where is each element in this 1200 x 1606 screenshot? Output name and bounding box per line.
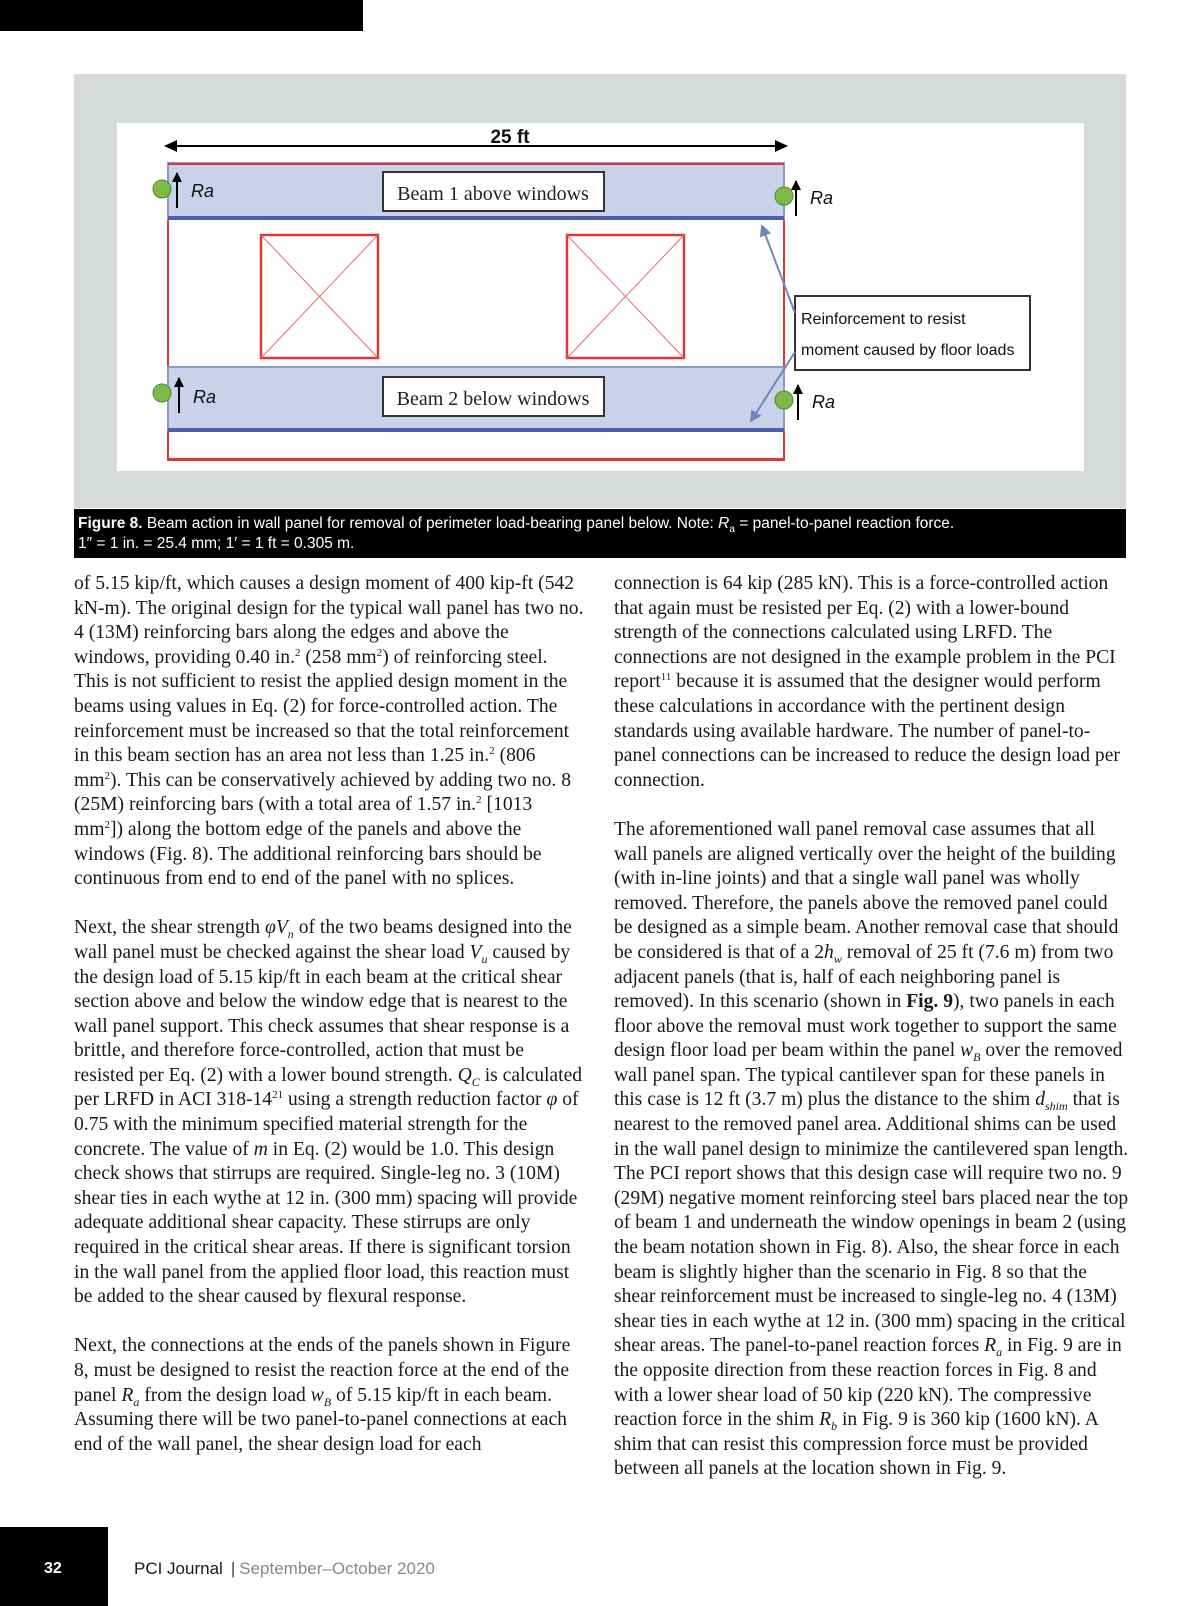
paragraph: Next, the shear strength $\varphi V_n$ of the two beams designed into the wall panel must be checked against the shear load $V_u$ caused by the design load of 5.15 kip/ft in each beam at the critical shear section above and below the window edge that is nearest to the wall panel support. This check assumes that shear response is a brittle, and therefore force-controlled, action that must be resisted per Eq. (2) with a lower bound strength. $Q_C$ is calculated per LRFD in ACI $318-14^{21}$ using a strength reduction factor φ of 0.75 with the minimum specified material strength for the concrete. The value of m in Eq. (2) would be 1.0. This design check shows that stirrups are required. Single-leg no. 3 (10M) shear ties in each wythe at 12 in. (300 mm) spacing will provide adequate additional shear capacity. These stirrups are only required in the critical shear areas. If there is significant torsion in the wall panel from the applied floor load, this reaction must be added to the shear caused by flexural response. (74, 917, 583, 1308)
beam-1-label: Beam 1 above windows (397, 183, 589, 205)
right-column (614, 572, 1129, 1507)
reaction-label-top-right: Ra (810, 188, 834, 208)
paragraph: The aforementioned wall panel removal case assumes that all wall panels are aligned vertically over the height of the building (with in-line joints) and that a single wall panel was wholly removed. Therefore, the panels above the removed panel could be designed as a simple beam. Another removal case that should be considered is that of a $2h_w$ removal of 25 ft (7.6 m) from two adjacent panels (that is, half of each neighboring panel is removed). In this scenario (shown in Fig. 9), two panels in each floor above the removal must work together to support the same design floor load per beam within the panel $w_B$ over the removed wall panel span. The typical cantilever span for these panels in this case is 12 ft (3.7 m) plus the distance to the shim $d_{shim}$ that is nearest to the removed panel area. Additional shims can be used in the wall panel design to minimize the cantilevered span length. The PCI report shows that this design case will require two no. 9 (29M) negative moment reinforcing steel bars placed near the top of beam 1 and underneath the window openings in beam 2 (using the beam notation shown in Fig. 8). Also, the shear force in each beam is slightly higher than the scenario in Fig. 8 so that the shear reinforcement must be increased to single-leg no. 4 (13M) shear ties in each wythe at 12 in. (300 mm) spacing in the critical shear areas. The panel-to-panel reaction forces $R_a$ in Fig. 9 are in the opposite direction from these reaction forces in Fig. 8 and with a lower shear load of 50 kip (220 kN). The compressive reaction force in the shim $R_b$ in Fig. 9 is 360 kip (1600 kN). A shim that can resist this compression force must be provided between all panels at the location shown in Fig. 9. (614, 818, 1129, 1480)
caption-symbol-sub: a (729, 524, 735, 536)
window-2 (567, 235, 684, 358)
reaction-label-bottom-right: Ra (812, 392, 836, 412)
issue-date: September–October 2020 (239, 1559, 435, 1578)
beam-diagram-svg (117, 123, 1084, 471)
footer-separator: | (230, 1559, 236, 1578)
figure-8-diagram (117, 123, 1084, 471)
footer-text (134, 1559, 435, 1579)
callout-arrow-up (762, 226, 795, 313)
paragraph: connection is 64 kip (285 kN). This is a force-controlled action that again must be resisted per Eq. (2) with a lower-bound strength of the connections calculated using LRFD. The connections are not designed in the example problem in the PCI report$^{11}$ because it is assumed that the designer would perform these calculations in accordance with the pertinent design standards using available hardware. The number of panel-to-panel connections can be increased to reduce the design load per connection. (614, 573, 1120, 791)
paragraph: of 5.15 kip/ft, which causes a design moment of 400 kip-ft (542 kN-m). The original design for the typical wall panel has two no. 4 (13M) reinforcing bars along the edges and above the windows, providing 0.40 in.$^2$ (258 $mm^2$) of reinforcing steel. This is not sufficient to resist the applied design moment in the beams using values in Eq. (2) for force-controlled action. The reinforcement must be increased so that the total reinforcement in this beam section has an area not less than 1.25 in.$^2$ (806 $mm^2$). This can be conservatively achieved by adding two no. 8 (25M) reinforcing bars (with a total area of 1.57 in.$^2$ [1013 $mm^2$]) along the bottom edge of the panels and above the windows (Fig. 8). The additional reinforcing bars should be continuous from end to end of the panel with no splices. (74, 573, 584, 890)
figure-caption (74, 509, 1126, 558)
beam-2-label: Beam 2 below windows (396, 388, 590, 410)
caption-text-after: = panel-to-panel reaction force. (734, 515, 955, 532)
reinforcement-callout-line-2: moment caused by floor loads (801, 342, 1015, 359)
dimension-label: 25 ft (490, 127, 530, 148)
paragraph: Next, the connections at the ends of the panels shown in Figure 8, must be designed to resist the reaction force at the end of the panel $R_a$ from the design load $w_B$ of 5.15 kip/ft in each beam. Assuming there will be two panel-to-panel connections at each end of the wall panel, the shear design load for each (74, 1335, 571, 1455)
window-1 (261, 235, 378, 358)
header-bar (0, 0, 363, 31)
journal-name: PCI Journal (134, 1559, 223, 1578)
left-column (74, 572, 586, 1482)
caption-symbol: R (718, 515, 730, 532)
caption-label: Figure 8. (78, 515, 143, 532)
reaction-label-top-left: Ra (191, 181, 215, 201)
page-number: 32 (44, 1560, 62, 1577)
reaction-label-bottom-left: Ra (193, 387, 217, 407)
caption-line-2: 1″ = 1 in. = 25.4 mm; 1′ = 1 ft = 0.305 m. (78, 535, 355, 552)
caption-text-before: Beam action in wall panel for removal of perimeter load-bearing panel below. Note: (142, 515, 719, 532)
reinforcement-callout-line-1: Reinforcement to resist (801, 311, 966, 328)
